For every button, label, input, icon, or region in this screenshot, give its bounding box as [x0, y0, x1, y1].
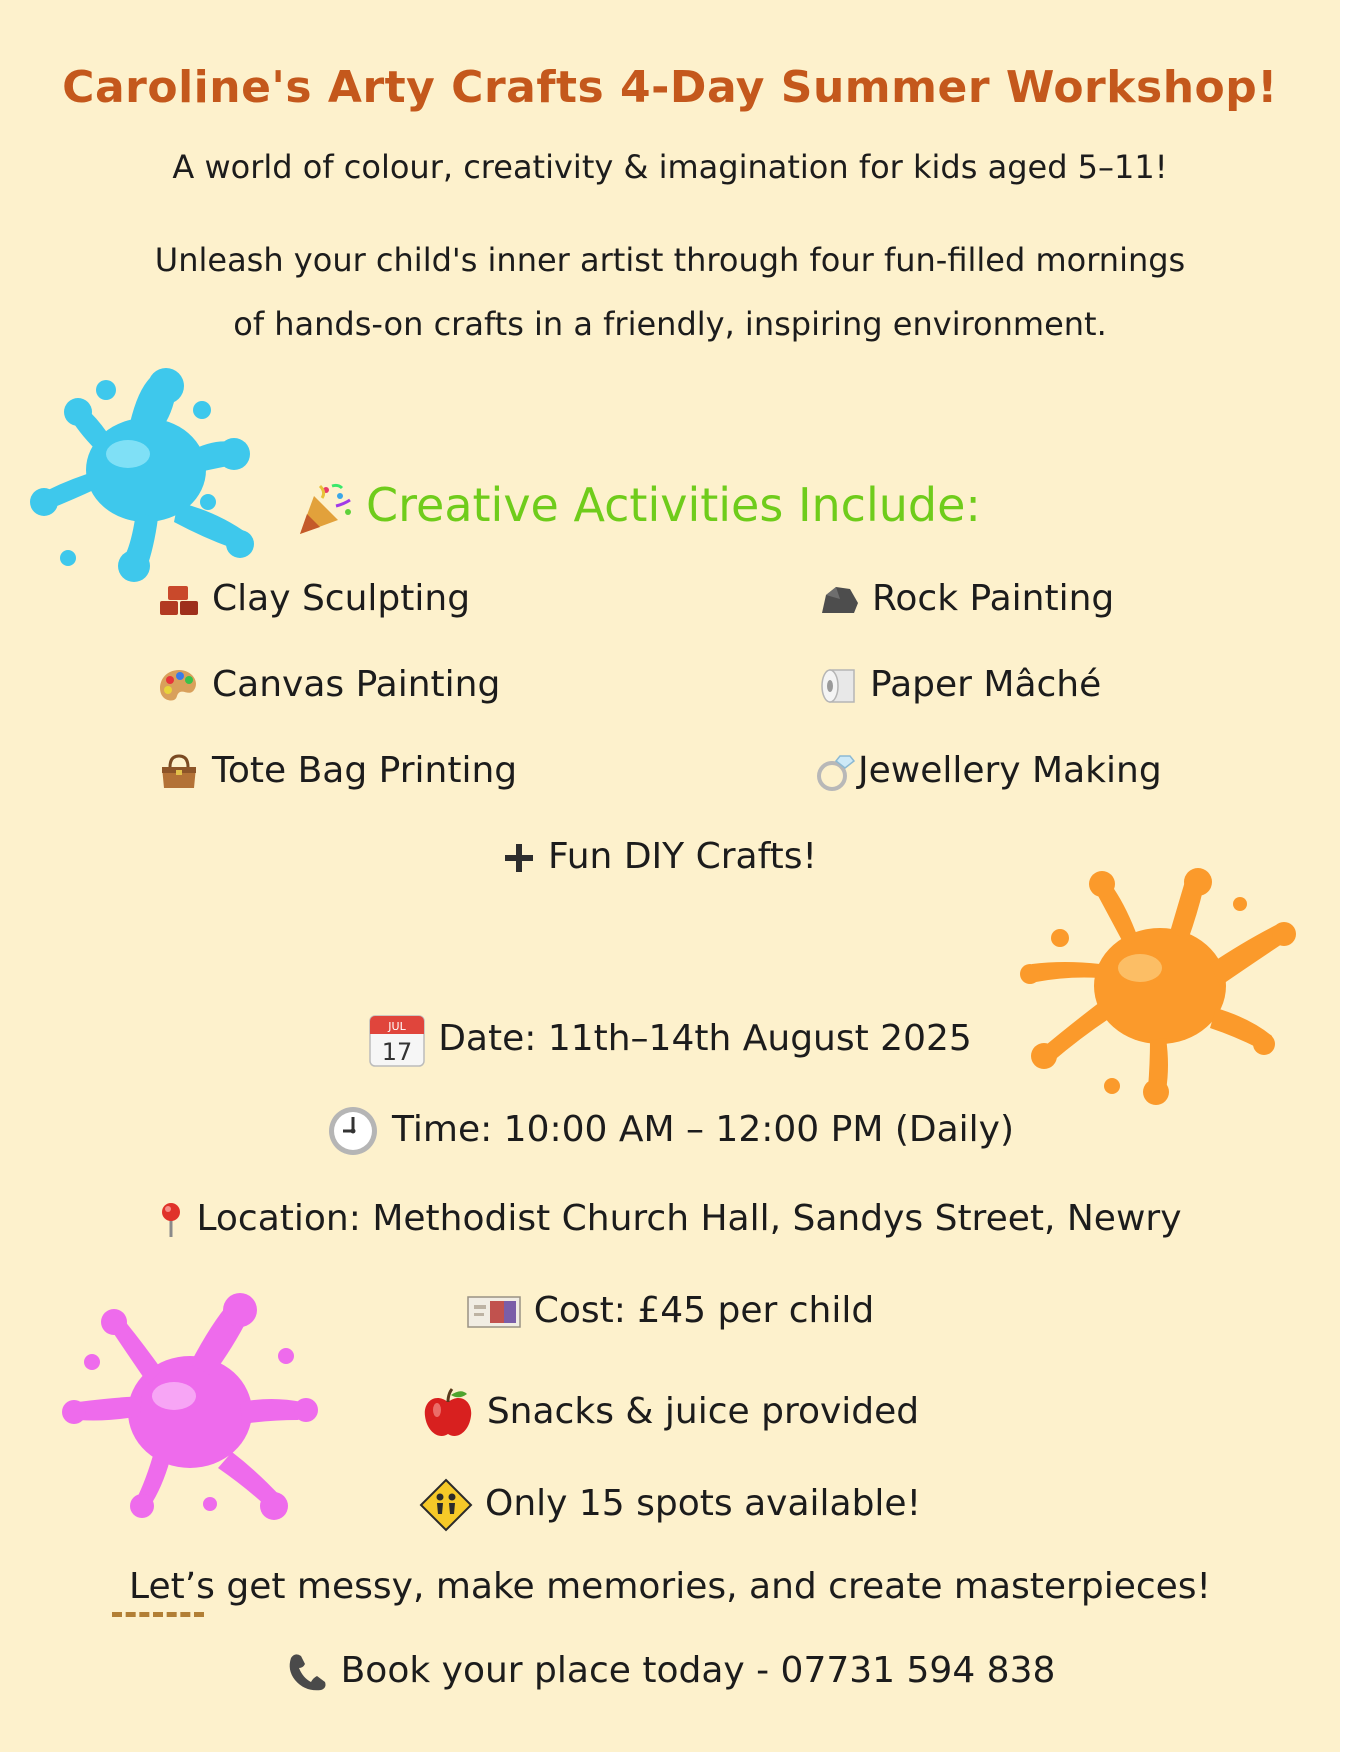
paper-roll-icon — [818, 666, 858, 706]
handbag-icon — [158, 753, 200, 791]
activity-label: Tote Bag Printing — [212, 750, 518, 791]
plus-icon — [502, 841, 536, 875]
event-date — [0, 1012, 1340, 1068]
calendar-day: 17 — [381, 1038, 413, 1066]
spots-text: Only 15 spots available! — [484, 1483, 922, 1524]
cost-text: Cost: £45 per child — [533, 1290, 875, 1331]
activity-clay-sculpting — [158, 578, 470, 619]
intro-line-1: Unleash your child's inner artist through four fun-filled mornings — [154, 241, 1186, 279]
booking-line — [0, 1650, 1340, 1694]
party-popper-icon — [296, 482, 354, 536]
activity-jewellery-making — [814, 750, 1162, 792]
activity-label: Rock Painting — [872, 578, 1115, 619]
event-location — [0, 1198, 1340, 1239]
clock-icon — [326, 1104, 380, 1158]
event-time — [0, 1104, 1340, 1158]
apple-icon — [421, 1386, 475, 1440]
location-pin-icon — [158, 1201, 184, 1239]
calendar-icon — [368, 1012, 426, 1068]
flyer-title: Caroline's Arty Crafts 4-Day Summer Workshop! — [62, 62, 1278, 113]
activity-label: Paper Mâché — [870, 664, 1102, 705]
tagline-underline — [112, 1612, 204, 1617]
activity-label: Jewellery Making — [858, 750, 1162, 791]
children-crossing-icon — [419, 1478, 473, 1532]
flyer-intro — [0, 228, 1340, 356]
flyer-subtitle: A world of colour, creativity & imagination for kids aged 5–11! — [172, 148, 1168, 186]
phone-icon — [285, 1650, 329, 1694]
intro-line-2: of hands-on crafts in a friendly, inspiring environment. — [233, 305, 1107, 343]
snacks-text: Snacks & juice provided — [486, 1391, 920, 1432]
location-text: Location: Methodist Church Hall, Sandys Street, Newry — [196, 1198, 1182, 1239]
booking-text: Book your place today - 07731 594 838 — [340, 1650, 1056, 1691]
activity-tote-bag-printing — [158, 750, 517, 791]
tagline: Let’s get messy, make memories, and create masterpieces! — [129, 1566, 1211, 1607]
activity-paper-mache — [818, 664, 1101, 706]
activities-heading-text: Creative Activities Include: — [366, 478, 981, 532]
time-text: Time: 10:00 AM – 12:00 PM (Daily) — [391, 1109, 1015, 1150]
blue-paint-splash — [28, 362, 260, 584]
activity-canvas-painting — [158, 664, 500, 705]
bricks-icon — [158, 581, 200, 619]
activity-extra-label: Fun DIY Crafts! — [548, 836, 817, 877]
date-text: Date: 11th–14th August 2025 — [438, 1018, 972, 1059]
rock-icon — [818, 583, 860, 617]
activity-label: Clay Sculpting — [212, 578, 471, 619]
banknote-icon — [466, 1293, 522, 1331]
event-snacks — [0, 1386, 1340, 1440]
activity-rock-painting — [818, 578, 1114, 619]
ring-icon — [814, 752, 856, 792]
activities-heading — [296, 478, 981, 536]
orange-paint-splash — [1020, 868, 1296, 1106]
calendar-month: JUL — [388, 1020, 406, 1033]
event-spots — [0, 1478, 1340, 1532]
activity-extra — [502, 836, 817, 877]
event-cost — [0, 1290, 1340, 1331]
activity-label: Canvas Painting — [212, 664, 501, 705]
palette-icon — [158, 668, 200, 704]
